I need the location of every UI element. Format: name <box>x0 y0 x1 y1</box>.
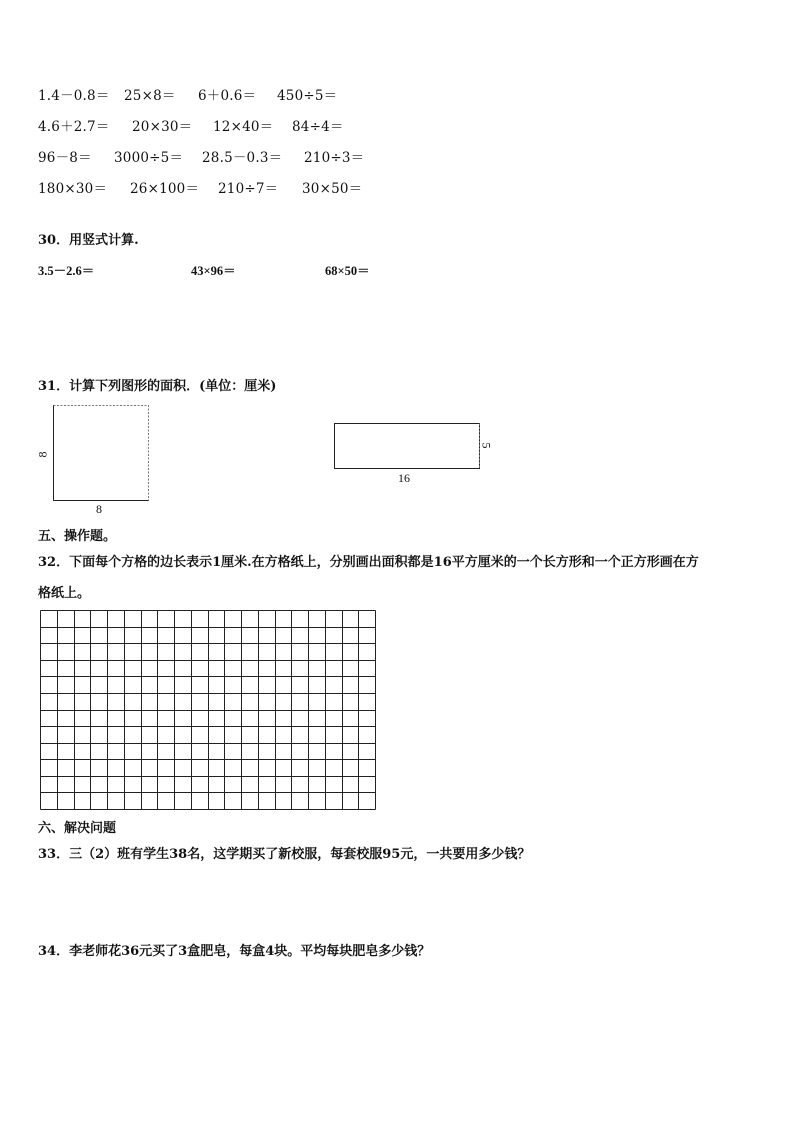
q33-text: 33．三（2）班有学生38名，这学期买了新校服，每套校服95元，一共要用多少钱？ <box>38 847 531 862</box>
q32-line-2: 格纸上。 <box>38 586 91 601</box>
rect-bottom-label: 16 <box>398 471 410 485</box>
calc-2-1: 4.6＋2.7＝ <box>38 119 110 135</box>
calc-2-3: 12×40＝ <box>213 119 274 135</box>
grid-paper[interactable] <box>40 610 376 810</box>
calc-1-4: 450÷5＝ <box>277 88 338 104</box>
calc-4-2: 26×100＝ <box>130 181 200 197</box>
calc-2-4: 84÷4＝ <box>292 119 344 135</box>
calc-3-2: 3000÷5＝ <box>114 150 184 166</box>
calc-1-2: 25×8＝ <box>124 88 176 104</box>
rect-side-label: 5 <box>479 442 494 449</box>
calc-4-3: 210÷7＝ <box>218 181 279 197</box>
calc-3-1: 96－8＝ <box>38 150 92 166</box>
calc-3-3: 28.5－0.3＝ <box>202 150 283 166</box>
section-5-title: 五、操作题。 <box>38 529 117 544</box>
calc-1-1: 1.4－0.8＝ <box>38 88 110 104</box>
q30-item-3: 68×50＝ <box>325 264 370 278</box>
q32-line-1: 32．下面每个方格的边长表示1厘米.在方格纸上，分别画出面积都是16平方厘米的一个长方形和一个正方形画在方 <box>38 555 699 570</box>
q31-title: 31．计算下列图形的面积．(单位：厘米) <box>38 379 277 394</box>
calc-4-4: 30×50＝ <box>302 181 363 197</box>
q30-item-2: 43×96＝ <box>191 264 236 278</box>
q30-item-1: 3.5－2.6＝ <box>38 264 95 278</box>
calc-4-1: 180×30＝ <box>38 181 108 197</box>
calc-1-3: 6＋0.6＝ <box>198 88 257 104</box>
q30-title: 30．用竖式计算. <box>38 233 139 248</box>
square-side-label: 8 <box>35 451 50 458</box>
square-bottom-label: 8 <box>96 502 102 516</box>
q34-text: 34．李老师花36元买了3盒肥皂，每盒4块。平均每块肥皂多少钱？ <box>38 944 431 959</box>
section-6-title: 六、解决问题 <box>38 821 117 836</box>
calc-2-2: 20×30＝ <box>132 119 193 135</box>
calc-3-4: 210÷3＝ <box>304 150 365 166</box>
